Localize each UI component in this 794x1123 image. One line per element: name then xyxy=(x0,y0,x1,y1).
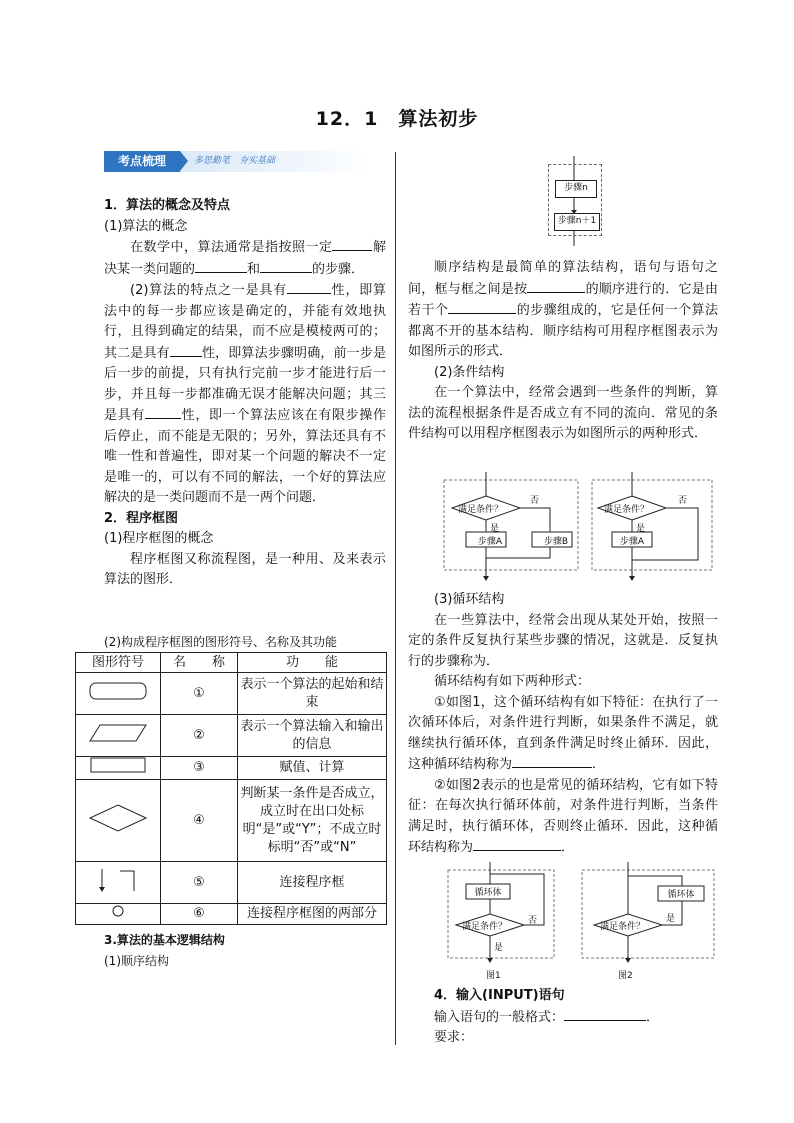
loop-figures xyxy=(444,862,720,970)
section-4-heading: 4．输入(INPUT)语句 xyxy=(434,988,565,1003)
connector-symbol xyxy=(76,904,161,925)
loop1-caption: 图1 xyxy=(486,971,501,981)
process-symbol xyxy=(76,757,161,780)
table-cell-func: 表示一个算法输入和输出的信息 xyxy=(238,715,387,757)
right-column-text-3 xyxy=(408,986,718,1049)
para-algo-features: (2)算法的特点之一是具有 性，即算法中的每一步都应该是确定的，并能有效地执行，且得到确定的结果，而不应是模棱两可的；其二是具有 性，即算法步骤明确，前一步是后一步的前提，只有执行完前一步才能进行后一步，并且每一步都准确无误才能解决问题；其三是具有 性，即一个算法应该在有限步操作后停止，而不能是无限的；另外，算法还具有不唯一性和普遍性，即对某一个问题的解决不一定是唯一的，可以有不同的解法，一个好的算法应解决的是一类问题而不是一两个问题． xyxy=(104,280,386,509)
cond-a-no: 否 xyxy=(530,496,540,506)
cond-a-step-a: 步骤A xyxy=(477,537,503,547)
loop1-cond: 满足条件？ xyxy=(462,922,508,932)
para-loop-2: 循环结构有如下两种形式： xyxy=(434,674,591,689)
section-3-heading: 3.算法的基本逻辑结构 xyxy=(104,933,225,947)
cond-a-yes: 是 xyxy=(490,524,500,534)
para-algo-concept: 在数学中，算法通常是指按照一定 解决某一类问题的 和 的步骤． xyxy=(104,237,386,280)
table-cell-func: 连接程序框图的两部分 xyxy=(238,904,387,925)
section-3-sub1: (1)顺序结构 xyxy=(104,953,169,968)
page-title: 12．1 算法初步 xyxy=(315,108,479,130)
section-2-heading: 2．程序框图 xyxy=(104,510,179,526)
para-sequence: 顺序结构是最简单的算法结构，语句与语句之间，框与框之间是按 的顺序进行的．它是由若干个 的步骤组成的，它是任何一个算法都离不开的基本结构．顺序结构可用程序框图表示为如图所示的形式． xyxy=(408,260,718,359)
table-cell-func: 连接程序框 xyxy=(238,862,387,904)
section-1-heading: 1．算法的概念及特点 xyxy=(104,198,231,213)
table-header-row xyxy=(76,653,387,673)
table-cell-name: ② xyxy=(161,715,238,757)
table-row xyxy=(76,780,387,862)
section-banner xyxy=(104,151,371,172)
loop2-caption: 图2 xyxy=(618,971,633,981)
cond-b-no: 否 xyxy=(678,496,688,506)
cond-b-yes: 是 xyxy=(636,524,646,534)
cond-b-step-a: 步骤A xyxy=(619,537,645,547)
left-column xyxy=(104,196,386,591)
right-column-text-2 xyxy=(408,590,718,859)
table-cell-name: ③ xyxy=(161,757,238,780)
table-cell-name: ⑤ xyxy=(161,862,238,904)
section-3 xyxy=(104,930,386,971)
cond-a-label: 满足条件？ xyxy=(458,505,504,515)
sub-conditional: (2)条件结构 xyxy=(434,364,505,380)
flowline-symbol xyxy=(76,862,161,904)
section-2-sub1: (1)程序框图的概念 xyxy=(104,531,214,546)
para-loop-4: ②如图2表示的也是常见的循环结构，它有如下特征：在每次执行循环体前，对条件进行判断，当条件满足时，执行循环体，否则终止循环．因此，这种循环结构称为 ． xyxy=(408,777,718,855)
para-loop-3: ①如图1，这个循环结构有如下特征：在执行了一次循环体后，对条件进行判断，如果条件不满足，就继续执行循环体，直到条件满足时终止循环．因此，这种循环结构称为 ． xyxy=(408,694,718,772)
table-cell-func: 赋值、计算 xyxy=(238,757,387,780)
para-requirements: 要求： xyxy=(434,1030,474,1045)
loop2-yes: 是 xyxy=(666,914,676,924)
table-cell-func: 判断某一条件是否成立，成立时在出口处标明“是”或“Y”；不成立时标明“否”或“N” xyxy=(238,780,387,862)
banner-subtitle: 多思勤笔 夯实基础 xyxy=(194,156,276,166)
table-row xyxy=(76,904,387,925)
section-2-sub2: (2)构成程序框图的图形符号、名称及其功能 xyxy=(104,635,337,649)
table-cell-name: ⑥ xyxy=(161,904,238,925)
loop1-no: 否 xyxy=(528,916,538,926)
loop1-body: 循环体 xyxy=(474,888,502,898)
table-row xyxy=(76,862,387,904)
table-cell-name: ① xyxy=(161,673,238,715)
column-divider xyxy=(395,152,396,1045)
terminal-symbol xyxy=(76,673,161,715)
io-symbol xyxy=(76,715,161,757)
table-cell-name: ④ xyxy=(161,780,238,862)
table-row xyxy=(76,673,387,715)
sub-loop: (3)循环结构 xyxy=(434,592,505,607)
table-row xyxy=(76,715,387,757)
loop2-body: 循环体 xyxy=(667,890,695,900)
conditional-figures xyxy=(440,472,720,582)
loop2-cond: 满足条件？ xyxy=(600,922,646,932)
cond-a-step-b: 步骤B xyxy=(543,537,569,547)
table-header: 功 能 xyxy=(238,653,387,673)
banner-tag: 考点梳理 xyxy=(104,151,180,172)
cond-b-label: 满足条件？ xyxy=(604,505,650,515)
table-cell-func: 表示一个算法的起始和结束 xyxy=(238,673,387,715)
para-conditional: 在一个算法中，经常会遇到一些条件的判断，算法的流程根据条件是否成立有不同的流向．常见的条件结构可以用程序框图表示为如图所示的两种形式． xyxy=(408,385,718,441)
seq-figure-lines xyxy=(548,156,608,246)
loop1-yes: 是 xyxy=(494,943,504,953)
para-loop-1: 在一些算法中，经常会出现从某处开始，按照一定的条件反复执行某些步骤的情况，这就是．反复执行的步骤称为． xyxy=(408,612,718,669)
section-1-sub: (1)算法的概念 xyxy=(104,218,188,234)
table-row xyxy=(76,757,387,780)
para-input-format: 输入语句的一般格式： ． xyxy=(408,1007,718,1029)
decision-symbol xyxy=(76,780,161,862)
table-header: 图形符号 xyxy=(76,653,161,673)
symbol-table xyxy=(75,652,387,925)
seq-step-n-box: 步骤n xyxy=(555,180,597,198)
right-column-text-1 xyxy=(408,258,718,445)
para-flowchart-concept: 程序框图又称流程图，是一种用、及来表示算法的图形． xyxy=(104,551,386,587)
seq-step-n1-box: 步骤n＋1 xyxy=(554,213,600,231)
table-header: 名 称 xyxy=(161,653,238,673)
